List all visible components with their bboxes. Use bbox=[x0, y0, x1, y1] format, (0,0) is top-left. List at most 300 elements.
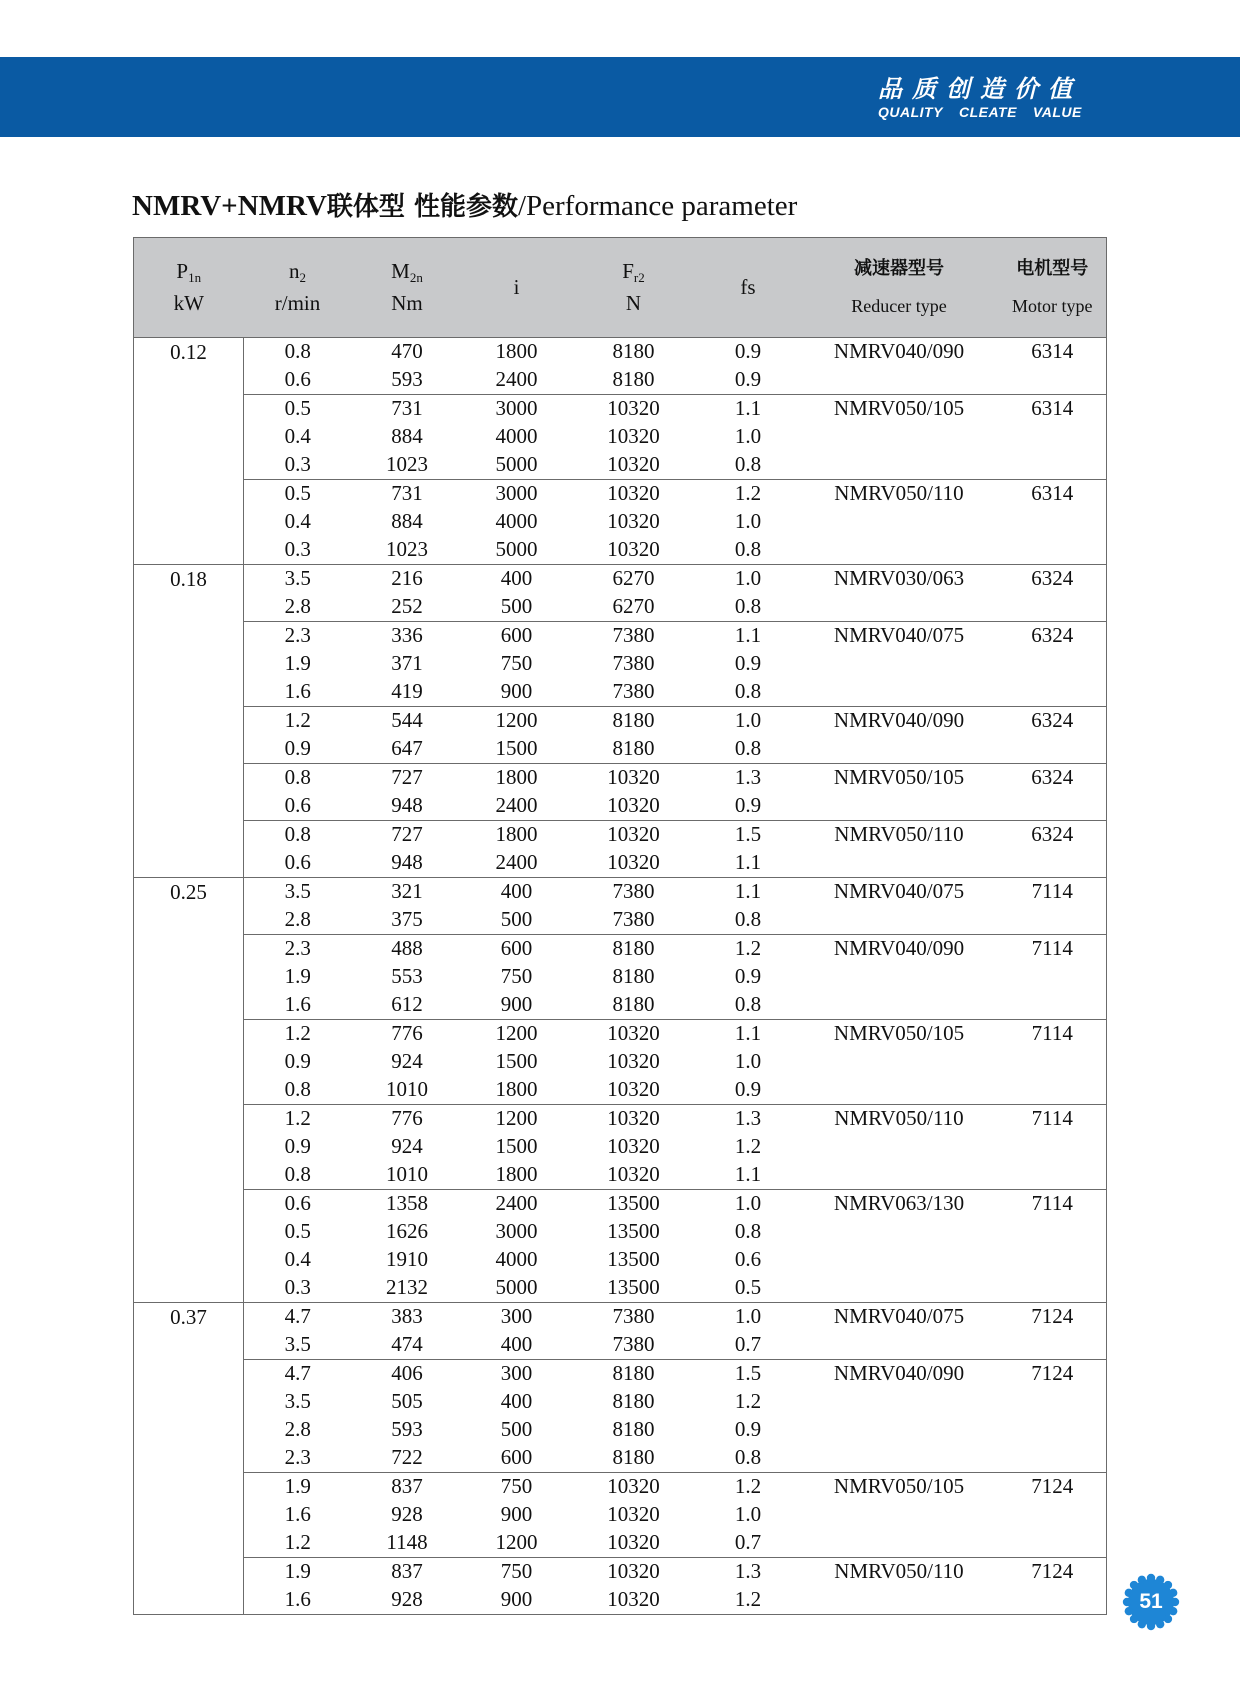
reducer-type-cell: NMRV050/110 bbox=[800, 821, 999, 850]
motor-type-cell: 6324 bbox=[999, 821, 1107, 850]
reducer-type-cell: NMRV063/130 bbox=[800, 1190, 999, 1219]
speed-n2-cell: 1.6 bbox=[284, 1502, 311, 1526]
reducer-type-cell: NMRV050/105 bbox=[800, 395, 999, 424]
radial-load-cell: 10320 bbox=[571, 451, 697, 480]
reducer-type-cell: NMRV050/105 bbox=[800, 764, 999, 793]
ratio-i-cell: 400 bbox=[463, 565, 571, 594]
radial-load-cell: 8180 bbox=[612, 1417, 655, 1441]
table-row bbox=[134, 536, 1107, 565]
reducer-type-cell: NMRV050/110 bbox=[800, 1105, 999, 1134]
service-factor-cell: 0.9 bbox=[697, 366, 800, 395]
ratio-i-cell: 600 bbox=[463, 935, 571, 964]
table-row bbox=[134, 849, 1107, 878]
radial-load-cell: 8180 bbox=[571, 935, 697, 964]
service-factor-cell: 1.0 bbox=[734, 509, 762, 533]
radial-load-cell: 6270 bbox=[571, 593, 697, 622]
motor-type-cell: 6324 bbox=[999, 565, 1107, 594]
speed-n2-cell: 0.9 bbox=[284, 1049, 311, 1073]
radial-load-cell: 7380 bbox=[612, 651, 655, 675]
reducer-type-cell: NMRV050/105 bbox=[800, 1020, 999, 1049]
ratio-i-cell: 900 bbox=[463, 991, 571, 1020]
torque-m2n-cell: 1010 bbox=[352, 1161, 463, 1190]
reducer-type-cell bbox=[800, 423, 999, 451]
torque-m2n-cell: 593 bbox=[391, 1417, 423, 1441]
table-row bbox=[134, 1133, 1107, 1161]
torque-m2n-cell: 553 bbox=[391, 964, 423, 988]
ratio-i-cell: 900 bbox=[463, 1586, 571, 1615]
reducer-type-cell bbox=[800, 1388, 999, 1416]
radial-load-cell: 7380 bbox=[571, 1331, 697, 1360]
speed-n2-cell: 0.6 bbox=[244, 849, 352, 878]
table-row bbox=[134, 366, 1107, 395]
speed-n2-cell: 1.2 bbox=[244, 1105, 352, 1134]
radial-load-cell: 10320 bbox=[571, 1161, 697, 1190]
motor-type-cell bbox=[999, 1331, 1107, 1360]
motor-type-cell bbox=[999, 1529, 1107, 1558]
torque-m2n-cell: 884 bbox=[391, 509, 423, 533]
motor-type-cell bbox=[999, 1076, 1107, 1105]
torque-m2n-cell: 924 bbox=[391, 1049, 423, 1073]
table-row bbox=[134, 935, 1107, 964]
header-n2: $n_2$ r/min bbox=[244, 238, 352, 338]
reducer-type-cell: NMRV040/090 bbox=[800, 935, 999, 964]
slogan-word: VALUE bbox=[1032, 104, 1082, 120]
motor-type-cell bbox=[999, 1586, 1107, 1615]
motor-type-cell bbox=[999, 508, 1107, 536]
speed-n2-cell: 1.6 bbox=[244, 678, 352, 707]
torque-m2n-cell: 216 bbox=[352, 565, 463, 594]
speed-n2-cell: 0.6 bbox=[244, 366, 352, 395]
service-factor-cell: 0.9 bbox=[734, 1417, 762, 1441]
radial-load-cell: 10320 bbox=[607, 424, 660, 448]
torque-m2n-cell: 612 bbox=[352, 991, 463, 1020]
service-factor-cell: 1.0 bbox=[697, 1190, 800, 1219]
slogan-chinese: 品质创造价值 bbox=[878, 75, 1082, 103]
ratio-i-cell: 5000 bbox=[463, 451, 571, 480]
header-p1n: $P_{1n}$ kW bbox=[134, 238, 244, 338]
speed-n2-cell: 0.3 bbox=[244, 1274, 352, 1303]
service-factor-cell: 1.0 bbox=[734, 1049, 762, 1073]
speed-n2-cell: 0.8 bbox=[244, 1076, 352, 1105]
motor-type-cell bbox=[999, 678, 1107, 707]
table-row bbox=[134, 423, 1107, 451]
speed-n2-cell: 2.3 bbox=[244, 622, 352, 651]
radial-load-cell: 7380 bbox=[571, 622, 697, 651]
ratio-i-cell: 1800 bbox=[463, 821, 571, 850]
reducer-type-cell bbox=[800, 593, 999, 622]
ratio-i-cell: 750 bbox=[463, 1473, 571, 1502]
motor-type-cell bbox=[999, 792, 1107, 821]
ratio-i-cell: 1800 bbox=[463, 338, 571, 367]
speed-n2-cell: 0.4 bbox=[284, 509, 311, 533]
table-row bbox=[134, 906, 1107, 935]
ratio-i-cell: 1200 bbox=[463, 1020, 571, 1049]
table-row bbox=[134, 565, 1107, 594]
radial-load-cell: 8180 bbox=[612, 964, 655, 988]
torque-m2n-cell: 776 bbox=[352, 1020, 463, 1049]
torque-m2n-cell: 470 bbox=[352, 338, 463, 367]
speed-n2-cell: 3.5 bbox=[284, 1389, 311, 1413]
table-row bbox=[134, 622, 1107, 651]
ratio-i-cell: 750 bbox=[463, 1558, 571, 1587]
torque-m2n-cell: 1148 bbox=[352, 1529, 463, 1558]
top-banner bbox=[0, 57, 1240, 137]
speed-n2-cell: 0.6 bbox=[244, 792, 352, 821]
service-factor-cell: 0.9 bbox=[697, 338, 800, 367]
reducer-type-cell: NMRV040/075 bbox=[800, 878, 999, 907]
motor-type-cell: 6314 bbox=[999, 395, 1107, 424]
reducer-type-cell bbox=[800, 735, 999, 764]
radial-load-cell: 10320 bbox=[571, 395, 697, 424]
service-factor-cell: 0.8 bbox=[697, 991, 800, 1020]
radial-load-cell: 8180 bbox=[571, 707, 697, 736]
reducer-type-cell bbox=[800, 1444, 999, 1473]
motor-type-cell bbox=[999, 1218, 1107, 1246]
torque-m2n-cell: 731 bbox=[352, 480, 463, 509]
speed-n2-cell: 0.8 bbox=[244, 821, 352, 850]
service-factor-cell: 1.0 bbox=[697, 565, 800, 594]
speed-n2-cell: 0.3 bbox=[244, 536, 352, 565]
page-title bbox=[132, 186, 797, 223]
service-factor-cell: 1.0 bbox=[697, 707, 800, 736]
motor-type-cell bbox=[999, 1133, 1107, 1161]
motor-type-cell bbox=[999, 1444, 1107, 1473]
radial-load-cell: 10320 bbox=[607, 1502, 660, 1526]
radial-load-cell: 13500 bbox=[607, 1247, 660, 1271]
speed-n2-cell: 4.7 bbox=[244, 1360, 352, 1389]
torque-m2n-cell: 884 bbox=[391, 424, 423, 448]
speed-n2-cell: 0.9 bbox=[244, 735, 352, 764]
table-row bbox=[134, 650, 1107, 678]
reducer-type-cell bbox=[800, 1529, 999, 1558]
speed-n2-cell: 1.2 bbox=[244, 1020, 352, 1049]
slogan-word: CLEATE bbox=[958, 104, 1017, 120]
radial-load-cell: 13500 bbox=[571, 1190, 697, 1219]
table-row bbox=[134, 1416, 1107, 1444]
radial-load-cell: 7380 bbox=[571, 878, 697, 907]
motor-type-cell: 7114 bbox=[999, 1020, 1107, 1049]
table-row bbox=[134, 1020, 1107, 1049]
reducer-type-cell bbox=[800, 1331, 999, 1360]
speed-n2-cell: 0.4 bbox=[284, 1247, 311, 1271]
torque-m2n-cell: 488 bbox=[352, 935, 463, 964]
header-fs: fs bbox=[697, 238, 800, 338]
ratio-i-cell: 3000 bbox=[463, 480, 571, 509]
reducer-type-cell bbox=[800, 1218, 999, 1246]
torque-m2n-cell: 948 bbox=[352, 849, 463, 878]
radial-load-cell: 8180 bbox=[612, 1389, 655, 1413]
reducer-type-cell: NMRV040/090 bbox=[800, 338, 999, 367]
torque-m2n-cell: 321 bbox=[352, 878, 463, 907]
motor-type-cell bbox=[999, 593, 1107, 622]
motor-type-cell bbox=[999, 1274, 1107, 1303]
torque-m2n-cell: 647 bbox=[352, 735, 463, 764]
service-factor-cell: 1.1 bbox=[697, 1020, 800, 1049]
performance-table bbox=[133, 237, 1107, 1615]
ratio-i-cell: 4000 bbox=[495, 424, 538, 448]
service-factor-cell: 0.9 bbox=[734, 651, 762, 675]
speed-n2-cell: 1.9 bbox=[284, 651, 311, 675]
ratio-i-cell: 4000 bbox=[495, 509, 538, 533]
motor-type-cell: 7124 bbox=[999, 1360, 1107, 1389]
radial-load-cell: 7380 bbox=[571, 906, 697, 935]
table-row bbox=[134, 1105, 1107, 1134]
radial-load-cell: 10320 bbox=[607, 1049, 660, 1073]
ratio-i-cell: 1200 bbox=[463, 1529, 571, 1558]
radial-load-cell: 10320 bbox=[607, 1134, 660, 1158]
table-row bbox=[134, 1529, 1107, 1558]
table-row bbox=[134, 678, 1107, 707]
reducer-type-cell bbox=[800, 451, 999, 480]
table-row bbox=[134, 1218, 1107, 1246]
radial-load-cell: 7380 bbox=[571, 1303, 697, 1332]
torque-m2n-cell: 593 bbox=[352, 366, 463, 395]
torque-m2n-cell: 1023 bbox=[352, 536, 463, 565]
ratio-i-cell: 1200 bbox=[463, 707, 571, 736]
speed-n2-cell: 0.9 bbox=[284, 1134, 311, 1158]
service-factor-cell: 1.1 bbox=[697, 395, 800, 424]
table-row bbox=[134, 1444, 1107, 1473]
reducer-type-cell: NMRV040/075 bbox=[800, 622, 999, 651]
torque-m2n-cell: 837 bbox=[352, 1558, 463, 1587]
ratio-i-cell: 900 bbox=[500, 1502, 533, 1526]
torque-m2n-cell: 544 bbox=[352, 707, 463, 736]
speed-n2-cell: 0.3 bbox=[244, 451, 352, 480]
service-factor-cell: 0.8 bbox=[697, 1444, 800, 1473]
radial-load-cell: 8180 bbox=[571, 735, 697, 764]
title-model: NMRV+NMRV bbox=[132, 190, 327, 222]
motor-type-cell: 6324 bbox=[999, 622, 1107, 651]
ratio-i-cell: 500 bbox=[463, 593, 571, 622]
speed-n2-cell: 2.8 bbox=[244, 906, 352, 935]
torque-m2n-cell: 1626 bbox=[386, 1219, 428, 1243]
table-row bbox=[134, 480, 1107, 509]
service-factor-cell: 0.9 bbox=[697, 792, 800, 821]
table-row bbox=[134, 1048, 1107, 1076]
torque-m2n-cell: 505 bbox=[391, 1389, 423, 1413]
service-factor-cell: 1.0 bbox=[734, 1502, 762, 1526]
ratio-i-cell: 600 bbox=[463, 622, 571, 651]
table-row bbox=[134, 1331, 1107, 1360]
service-factor-cell: 0.8 bbox=[697, 536, 800, 565]
ratio-i-cell: 3000 bbox=[463, 395, 571, 424]
speed-n2-cell: 4.7 bbox=[244, 1303, 352, 1332]
table-row bbox=[134, 1190, 1107, 1219]
service-factor-cell: 1.2 bbox=[697, 1473, 800, 1502]
radial-load-cell: 10320 bbox=[571, 1558, 697, 1587]
speed-n2-cell: 1.6 bbox=[244, 1586, 352, 1615]
motor-type-cell: 6314 bbox=[999, 480, 1107, 509]
ratio-i-cell: 2400 bbox=[463, 849, 571, 878]
torque-m2n-cell: 252 bbox=[352, 593, 463, 622]
reducer-type-cell: NMRV050/105 bbox=[800, 1473, 999, 1502]
speed-n2-cell: 0.4 bbox=[284, 424, 311, 448]
service-factor-cell: 0.6 bbox=[734, 1247, 762, 1271]
table-row bbox=[134, 1076, 1107, 1105]
torque-m2n-cell: 924 bbox=[391, 1134, 423, 1158]
table-row bbox=[134, 707, 1107, 736]
speed-n2-cell: 3.5 bbox=[244, 565, 352, 594]
reducer-type-cell bbox=[800, 508, 999, 536]
service-factor-cell: 1.2 bbox=[697, 1586, 800, 1615]
power-cell: 0.18 bbox=[134, 565, 244, 878]
service-factor-cell: 0.9 bbox=[697, 1076, 800, 1105]
header-reducer-type: 减速器型号 Reducer type bbox=[800, 238, 999, 338]
table-row bbox=[134, 1360, 1107, 1389]
reducer-type-cell bbox=[800, 1246, 999, 1274]
ratio-i-cell: 500 bbox=[500, 1417, 533, 1441]
reducer-type-cell: NMRV040/090 bbox=[800, 707, 999, 736]
service-factor-cell: 0.7 bbox=[697, 1529, 800, 1558]
torque-m2n-cell: 722 bbox=[352, 1444, 463, 1473]
speed-n2-cell: 2.8 bbox=[284, 1417, 311, 1441]
service-factor-cell: 1.2 bbox=[734, 1134, 762, 1158]
reducer-type-cell bbox=[800, 536, 999, 565]
service-factor-cell: 1.5 bbox=[697, 1360, 800, 1389]
motor-type-cell bbox=[999, 536, 1107, 565]
radial-load-cell: 6270 bbox=[571, 565, 697, 594]
motor-type-cell bbox=[999, 366, 1107, 395]
ratio-i-cell: 500 bbox=[463, 906, 571, 935]
radial-load-cell: 8180 bbox=[571, 338, 697, 367]
torque-m2n-cell: 727 bbox=[352, 764, 463, 793]
title-english: /Performance parameter bbox=[517, 190, 798, 222]
ratio-i-cell: 1800 bbox=[463, 764, 571, 793]
table-row bbox=[134, 1473, 1107, 1502]
table-header-row bbox=[134, 238, 1107, 338]
slogan-word: QUALITY bbox=[878, 104, 943, 120]
ratio-i-cell: 400 bbox=[463, 878, 571, 907]
table-row bbox=[134, 821, 1107, 850]
torque-m2n-cell: 474 bbox=[352, 1331, 463, 1360]
table-row bbox=[134, 1388, 1107, 1416]
ratio-i-cell: 900 bbox=[463, 678, 571, 707]
ratio-i-cell: 750 bbox=[500, 964, 533, 988]
table-row bbox=[134, 878, 1107, 907]
motor-type-cell: 7114 bbox=[999, 935, 1107, 964]
radial-load-cell: 10320 bbox=[607, 509, 660, 533]
reducer-type-cell: NMRV050/110 bbox=[800, 1558, 999, 1587]
ratio-i-cell: 5000 bbox=[463, 1274, 571, 1303]
ratio-i-cell: 400 bbox=[463, 1331, 571, 1360]
motor-type-cell: 7114 bbox=[999, 878, 1107, 907]
motor-type-cell bbox=[999, 849, 1107, 878]
table-row bbox=[134, 338, 1107, 367]
speed-n2-cell: 2.3 bbox=[244, 1444, 352, 1473]
torque-m2n-cell: 1358 bbox=[352, 1190, 463, 1219]
radial-load-cell: 10320 bbox=[571, 1020, 697, 1049]
torque-m2n-cell: 406 bbox=[352, 1360, 463, 1389]
torque-m2n-cell: 336 bbox=[352, 622, 463, 651]
torque-m2n-cell: 928 bbox=[391, 1502, 423, 1526]
ratio-i-cell: 300 bbox=[463, 1303, 571, 1332]
motor-type-cell bbox=[999, 1501, 1107, 1529]
motor-type-cell: 7124 bbox=[999, 1303, 1107, 1332]
reducer-type-cell bbox=[800, 1133, 999, 1161]
speed-n2-cell: 0.8 bbox=[244, 1161, 352, 1190]
reducer-type-cell bbox=[800, 650, 999, 678]
speed-n2-cell: 1.9 bbox=[244, 1473, 352, 1502]
service-factor-cell: 1.1 bbox=[697, 622, 800, 651]
table-row bbox=[134, 792, 1107, 821]
service-factor-cell: 1.2 bbox=[697, 480, 800, 509]
ratio-i-cell: 1800 bbox=[463, 1076, 571, 1105]
reducer-type-cell bbox=[800, 991, 999, 1020]
torque-m2n-cell: 371 bbox=[391, 651, 423, 675]
reducer-type-cell bbox=[800, 906, 999, 935]
torque-m2n-cell: 375 bbox=[352, 906, 463, 935]
reducer-type-cell bbox=[800, 1416, 999, 1444]
service-factor-cell: 1.3 bbox=[697, 764, 800, 793]
radial-load-cell: 8180 bbox=[571, 366, 697, 395]
power-cell: 0.12 bbox=[134, 338, 244, 565]
torque-m2n-cell: 1010 bbox=[352, 1076, 463, 1105]
speed-n2-cell: 1.9 bbox=[244, 1558, 352, 1587]
torque-m2n-cell: 837 bbox=[352, 1473, 463, 1502]
reducer-type-cell bbox=[800, 1586, 999, 1615]
speed-n2-cell: 3.5 bbox=[244, 878, 352, 907]
reducer-type-cell: NMRV040/075 bbox=[800, 1303, 999, 1332]
ratio-i-cell: 400 bbox=[500, 1389, 533, 1413]
ratio-i-cell: 1500 bbox=[495, 1049, 538, 1073]
motor-type-cell bbox=[999, 1388, 1107, 1416]
reducer-type-cell: NMRV030/063 bbox=[800, 565, 999, 594]
service-factor-cell: 1.2 bbox=[697, 935, 800, 964]
table-row bbox=[134, 991, 1107, 1020]
service-factor-cell: 0.8 bbox=[697, 593, 800, 622]
ratio-i-cell: 300 bbox=[463, 1360, 571, 1389]
radial-load-cell: 8180 bbox=[571, 1444, 697, 1473]
table-row bbox=[134, 593, 1107, 622]
torque-m2n-cell: 1023 bbox=[352, 451, 463, 480]
reducer-type-cell bbox=[800, 1048, 999, 1076]
service-factor-cell: 1.0 bbox=[734, 424, 762, 448]
reducer-type-cell: NMRV050/110 bbox=[800, 480, 999, 509]
table-row bbox=[134, 1161, 1107, 1190]
radial-load-cell: 10320 bbox=[571, 821, 697, 850]
service-factor-cell: 0.8 bbox=[697, 906, 800, 935]
ratio-i-cell: 1500 bbox=[495, 1134, 538, 1158]
speed-n2-cell: 2.8 bbox=[244, 593, 352, 622]
ratio-i-cell: 2400 bbox=[463, 1190, 571, 1219]
reducer-type-cell bbox=[800, 792, 999, 821]
radial-load-cell: 8180 bbox=[571, 991, 697, 1020]
torque-m2n-cell: 1910 bbox=[386, 1247, 428, 1271]
ratio-i-cell: 4000 bbox=[495, 1247, 538, 1271]
reducer-type-cell bbox=[800, 1161, 999, 1190]
ratio-i-cell: 1800 bbox=[463, 1161, 571, 1190]
torque-m2n-cell: 383 bbox=[352, 1303, 463, 1332]
radial-load-cell: 8180 bbox=[571, 1360, 697, 1389]
service-factor-cell: 0.8 bbox=[697, 735, 800, 764]
service-factor-cell: 1.1 bbox=[697, 878, 800, 907]
speed-n2-cell: 1.2 bbox=[244, 1529, 352, 1558]
table-row bbox=[134, 1501, 1107, 1529]
service-factor-cell: 1.1 bbox=[697, 1161, 800, 1190]
speed-n2-cell: 0.5 bbox=[284, 1219, 311, 1243]
radial-load-cell: 13500 bbox=[571, 1274, 697, 1303]
radial-load-cell: 7380 bbox=[571, 678, 697, 707]
motor-type-cell bbox=[999, 650, 1107, 678]
radial-load-cell: 10320 bbox=[571, 1473, 697, 1502]
speed-n2-cell: 0.8 bbox=[244, 764, 352, 793]
motor-type-cell: 6314 bbox=[999, 338, 1107, 367]
ratio-i-cell: 5000 bbox=[463, 536, 571, 565]
motor-type-cell bbox=[999, 1161, 1107, 1190]
motor-type-cell bbox=[999, 1246, 1107, 1274]
slogan-english bbox=[878, 104, 1082, 120]
motor-type-cell bbox=[999, 451, 1107, 480]
